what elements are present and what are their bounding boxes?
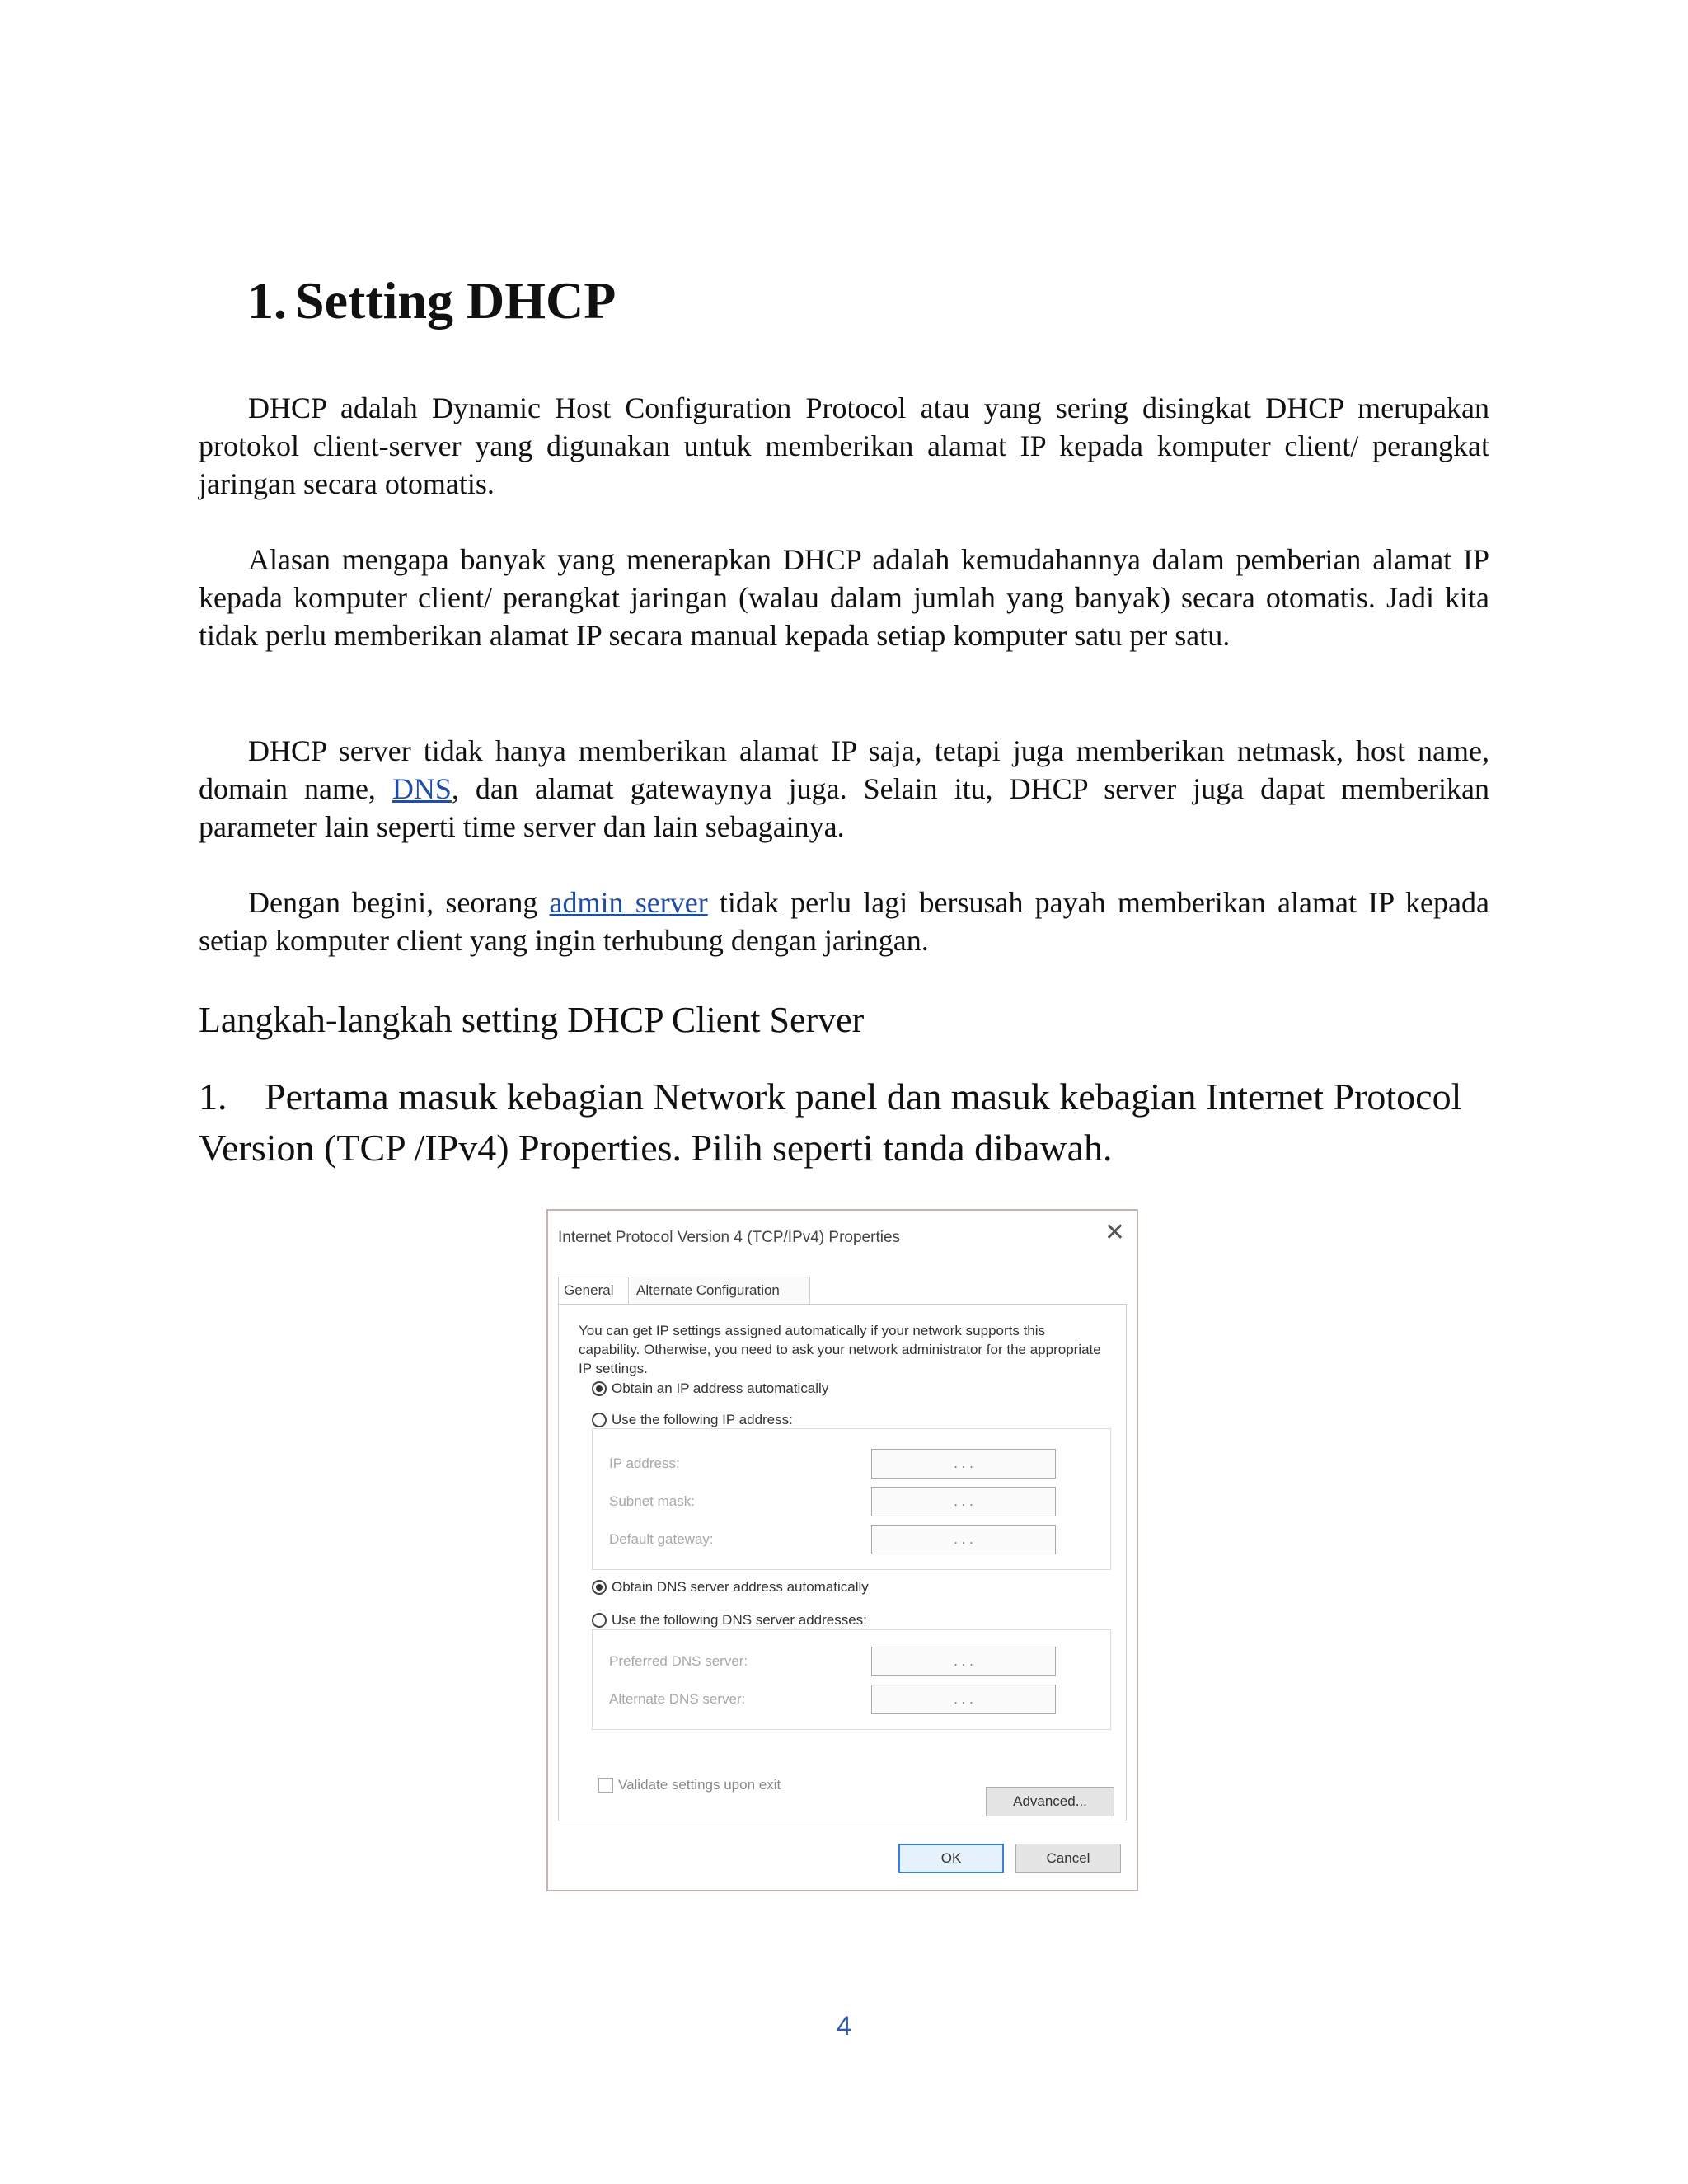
ip-address-input[interactable]: . . .: [871, 1449, 1056, 1479]
tab-alternate-configuration[interactable]: Alternate Configuration: [631, 1277, 810, 1305]
use-following-ip-label: Use the following IP address:: [612, 1412, 793, 1427]
close-icon[interactable]: ✕: [1104, 1219, 1125, 1246]
alternate-dns-input[interactable]: . . .: [871, 1685, 1056, 1714]
validate-checkbox[interactable]: [598, 1778, 613, 1793]
preferred-dns-label: Preferred DNS server:: [609, 1653, 748, 1669]
obtain-dns-auto-label: Obtain DNS server address automatically: [612, 1579, 869, 1595]
dialog-title: Internet Protocol Version 4 (TCP/IPv4) Properties: [558, 1229, 901, 1246]
use-following-ip-option[interactable]: [592, 1412, 793, 1428]
default-gateway-label: Default gateway:: [609, 1531, 714, 1547]
ipv4-properties-dialog: [546, 1209, 1138, 1891]
paragraph-admin: [199, 883, 1489, 959]
general-tab-panel: [558, 1304, 1127, 1821]
obtain-dns-auto-option[interactable]: [592, 1579, 869, 1596]
radio-unselected-icon[interactable]: [592, 1413, 607, 1427]
p3-text-before: DHCP server tidak hanya memberikan alamat IP saja, tetapi juga memberikan netmask, host name, domain name,: [199, 734, 1489, 805]
validate-label: Validate settings upon exit: [618, 1777, 781, 1793]
p3-text-after: , dan alamat gatewaynya juga. Selain itu, DHCP server juga dapat memberikan parameter lain seperti time server dan lain sebagainya.: [199, 772, 1489, 843]
subnet-mask-input[interactable]: . . .: [871, 1487, 1056, 1516]
default-gateway-row: [609, 1525, 1095, 1556]
ok-button[interactable]: OK: [898, 1844, 1004, 1873]
admin-server-link[interactable]: admin server: [549, 886, 708, 919]
ip-address-group: [592, 1428, 1111, 1570]
step-1: [199, 1071, 1493, 1174]
dns-link[interactable]: DNS: [392, 772, 452, 805]
paragraph-definition: DHCP adalah Dynamic Host Configuration Protocol atau yang sering disingkat DHCP merupakan protokol client-server yang digunakan untuk memberikan alamat IP kepada komputer client/ perangkat jaringan secara otomatis.: [199, 391, 1489, 500]
validate-settings-option[interactable]: [598, 1777, 781, 1793]
use-following-dns-label: Use the following DNS server addresses:: [612, 1612, 867, 1628]
obtain-ip-auto-label: Obtain an IP address automatically: [612, 1380, 829, 1396]
step-1-number: 1.: [199, 1076, 227, 1118]
ip-address-label: IP address:: [609, 1455, 680, 1471]
subnet-mask-row: [609, 1487, 1095, 1518]
radio-selected-icon[interactable]: [592, 1580, 607, 1595]
preferred-dns-row: [609, 1647, 1095, 1678]
tab-general[interactable]: General: [558, 1277, 629, 1305]
steps-subheading: Langkah-langkah setting DHCP Client Server: [199, 1000, 865, 1040]
default-gateway-input[interactable]: . . .: [871, 1525, 1056, 1554]
p4-text-after: tidak perlu lagi bersusah payah memberikan alamat IP kepada setiap komputer client yang ingin terhubung dengan jaringan.: [199, 886, 1489, 957]
heading-title: Setting DHCP: [295, 271, 617, 330]
page-number: 4: [837, 2011, 851, 2041]
subnet-mask-label: Subnet mask:: [609, 1493, 695, 1509]
cancel-button[interactable]: Cancel: [1015, 1844, 1121, 1873]
radio-unselected-icon[interactable]: [592, 1613, 607, 1628]
alternate-dns-row: [609, 1685, 1095, 1716]
heading-number: 1.: [247, 271, 287, 330]
radio-selected-icon[interactable]: [592, 1381, 607, 1396]
use-following-dns-option[interactable]: [592, 1612, 867, 1629]
section-heading: [247, 272, 616, 330]
step-1-text: Pertama masuk kebagian Network panel dan masuk kebagian Internet Protocol Version (TCP /IPv4) Properties. Pilih seperti tanda dibawah.: [199, 1076, 1462, 1169]
alternate-dns-label: Alternate DNS server:: [609, 1691, 746, 1707]
ip-address-row: [609, 1449, 1095, 1480]
preferred-dns-input[interactable]: . . .: [871, 1647, 1056, 1676]
p4-text-before: Dengan begini, seorang: [248, 886, 550, 919]
advanced-button[interactable]: Advanced...: [986, 1787, 1114, 1816]
obtain-ip-auto-option[interactable]: [592, 1380, 828, 1397]
dialog-description: You can get IP settings assigned automatically if your network supports this capability. Otherwise, you need to ask your network administrator for the appropriate IP settings.: [579, 1323, 1101, 1376]
paragraph-reason: Alasan mengapa banyak yang menerapkan DHCP adalah kemudahannya dalam pemberian alamat IP kepada komputer client/ perangkat jaringan (walau dalam jumlah yang banyak) secara otomatis. Jadi kita tidak perlu memberikan alamat IP secara manual kepada setiap komputer satu per satu.: [199, 543, 1489, 652]
dns-server-group: [592, 1629, 1111, 1730]
paragraph-server-features: [199, 732, 1489, 846]
